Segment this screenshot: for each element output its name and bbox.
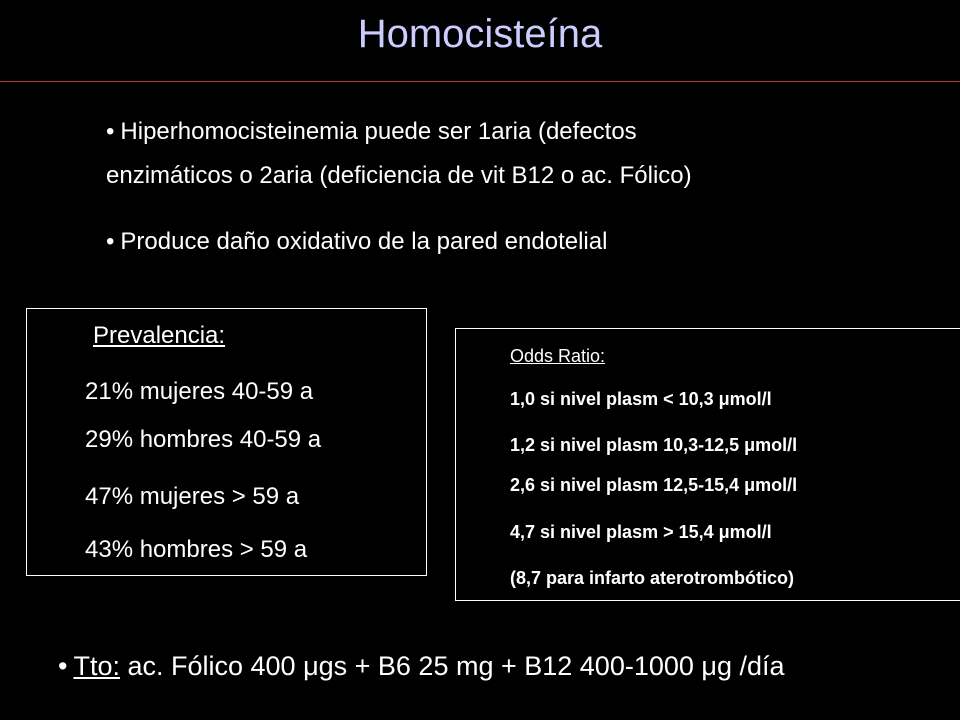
bullet-marker: •	[106, 228, 115, 255]
odds-ratio-item: 1,0 si nivel plasm < 10,3 μmol/l	[510, 389, 772, 409]
bullet-oxidative-damage	[106, 220, 926, 264]
treatment-label: Tto:	[73, 651, 120, 681]
odds-ratio-item: 1,2 si nivel plasm 10,3-12,5 μmol/l	[510, 435, 798, 455]
bullet-text-line2: enzimáticos o 2aria (deficiencia de vit B12 o ac. Fólico)	[106, 162, 692, 189]
bullet-hyperhomocysteinemia	[106, 110, 926, 198]
bullet-text-line1: Hiperhomocisteinemia puede ser 1aria (defectos	[120, 118, 637, 145]
prevalence-item: 29% hombres 40-59 a	[85, 426, 322, 453]
bullet-marker: •	[106, 118, 115, 145]
bullet-text: Produce daño oxidativo de la pared endotelial	[120, 228, 608, 255]
slide-title: Homocisteína	[357, 12, 603, 56]
odds-ratio-item: (8,7 para infarto aterotrombótico)	[510, 568, 795, 588]
odds-ratio-item: 4,7 si nivel plasm > 15,4 μmol/l	[510, 522, 772, 542]
prevalence-item: 43% hombres > 59 a	[85, 536, 308, 563]
treatment-text: ac. Fólico 400 μgs + B6 25 mg + B12 400-1000 μg /día	[119, 651, 785, 681]
treatment-line	[58, 648, 785, 684]
prevalence-heading: Prevalencia:	[93, 322, 226, 349]
prevalence-item: 21% mujeres 40-59 a	[85, 378, 314, 405]
odds-ratio-item: 2,6 si nivel plasm 12,5-15,4 μmol/l	[510, 475, 798, 495]
bullet-marker: •	[58, 651, 68, 681]
prevalence-item: 47% mujeres > 59 a	[85, 483, 300, 510]
odds-ratio-heading: Odds Ratio:	[510, 346, 606, 366]
title-divider	[0, 81, 960, 82]
